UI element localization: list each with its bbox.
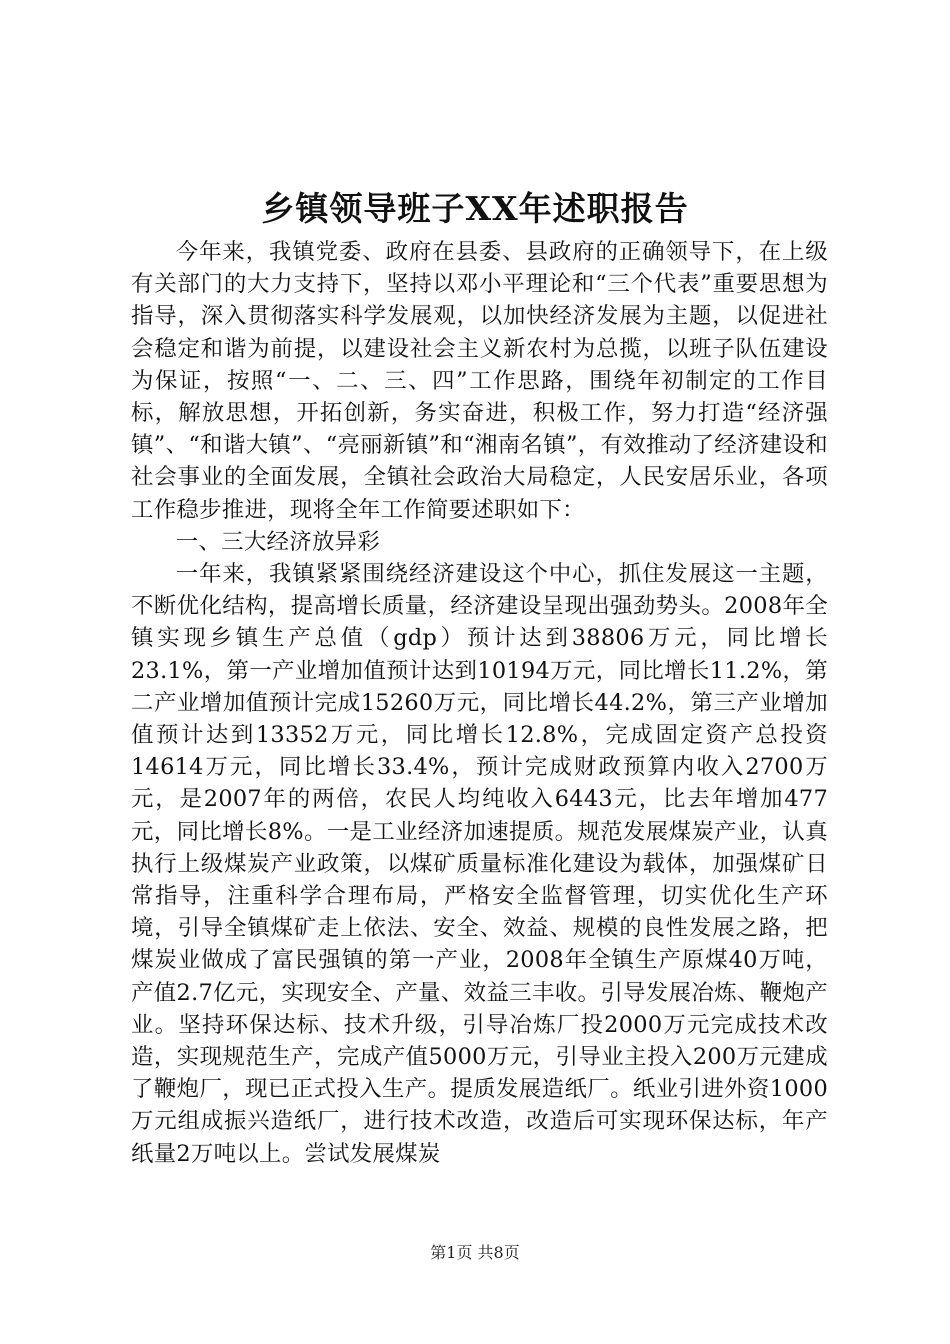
- page-number-footer: 第1页 共8页: [430, 1243, 520, 1262]
- paragraph-intro: 今年来，我镇党委、政府在县委、县政府的正确领导下，在上级有关部门的大力支持下，坚持以邓小平理论和“三个代表”重要思想为指导，深入贯彻落实科学发展观，以加快经济发展为主题，以促进社会稳定和谐为前提，以建设社会主义新农村为总揽，以班子队伍建设为保证，按照“一、二、三、四”工作思路，围绕年初制定的工作目标，解放思想，开拓创新，务实奋进，积极工作，努力打造“经济强镇”、“和谐大镇”、“亮丽新镇”和“湘南名镇”，有效推动了经济建设和社会事业的全面发展，全镇社会政治大局稳定，人民安居乐业，各项工作稳步推进，现将全年工作简要述职如下：: [131, 239, 828, 523]
- document-body: [131, 236, 828, 1170]
- document-title: 乡镇领导班子XX年述职报告: [261, 189, 689, 228]
- paragraph-economy: 一年来，我镇紧紧围绕经济建设这个中心，抓住发展这一主题，不断优化结构，提高增长质量，经济建设呈现出强劲势头。2008年全镇实现乡镇生产总值（gdp）预计达到38806万元，同比增长23.1%，第一产业增加值预计达到10194万元，同比增长11.2%，第二产业增加值预计完成15260万元，同比增长44.2%，第三产业增加值预计达到13352万元，同比增长12.8%，完成固定资产总投资14614万元，同比增长33.4%，预计完成财政预算内收入2700万元，是2007年的两倍，农民人均纯收入6443元，比去年增加477元，同比增长8%。一是工业经济加速提质。规范发展煤炭产业，认真执行上级煤炭产业政策，以煤矿质量标准化建设为载体，加强煤矿日常指导，注重科学合理布局，严格安全监督管理，切实优化生产环境，引导全镇煤矿走上依法、安全、效益、规模的良性发展之路，把煤炭业做成了富民强镇的第一产业，2008年全镇生产原煤40万吨，产值2.7亿元，实现安全、产量、效益三丰收。引导发展冶炼、鞭炮产业。坚持环保达标、技术升级，引导冶炼厂投2000万元完成技术改造，实现规范生产，完成产值5000万元，引导业主投入200万元建成了鞭炮厂，现已正式投入生产。提质发展造纸厂。纸业引进外资1000万元组成振兴造纸厂，进行技术改造，改造后可实现环保达标，年产纸量2万吨以上。尝试发展煤炭: [131, 561, 828, 1167]
- section-heading: 一、三大经济放异彩: [175, 528, 381, 555]
